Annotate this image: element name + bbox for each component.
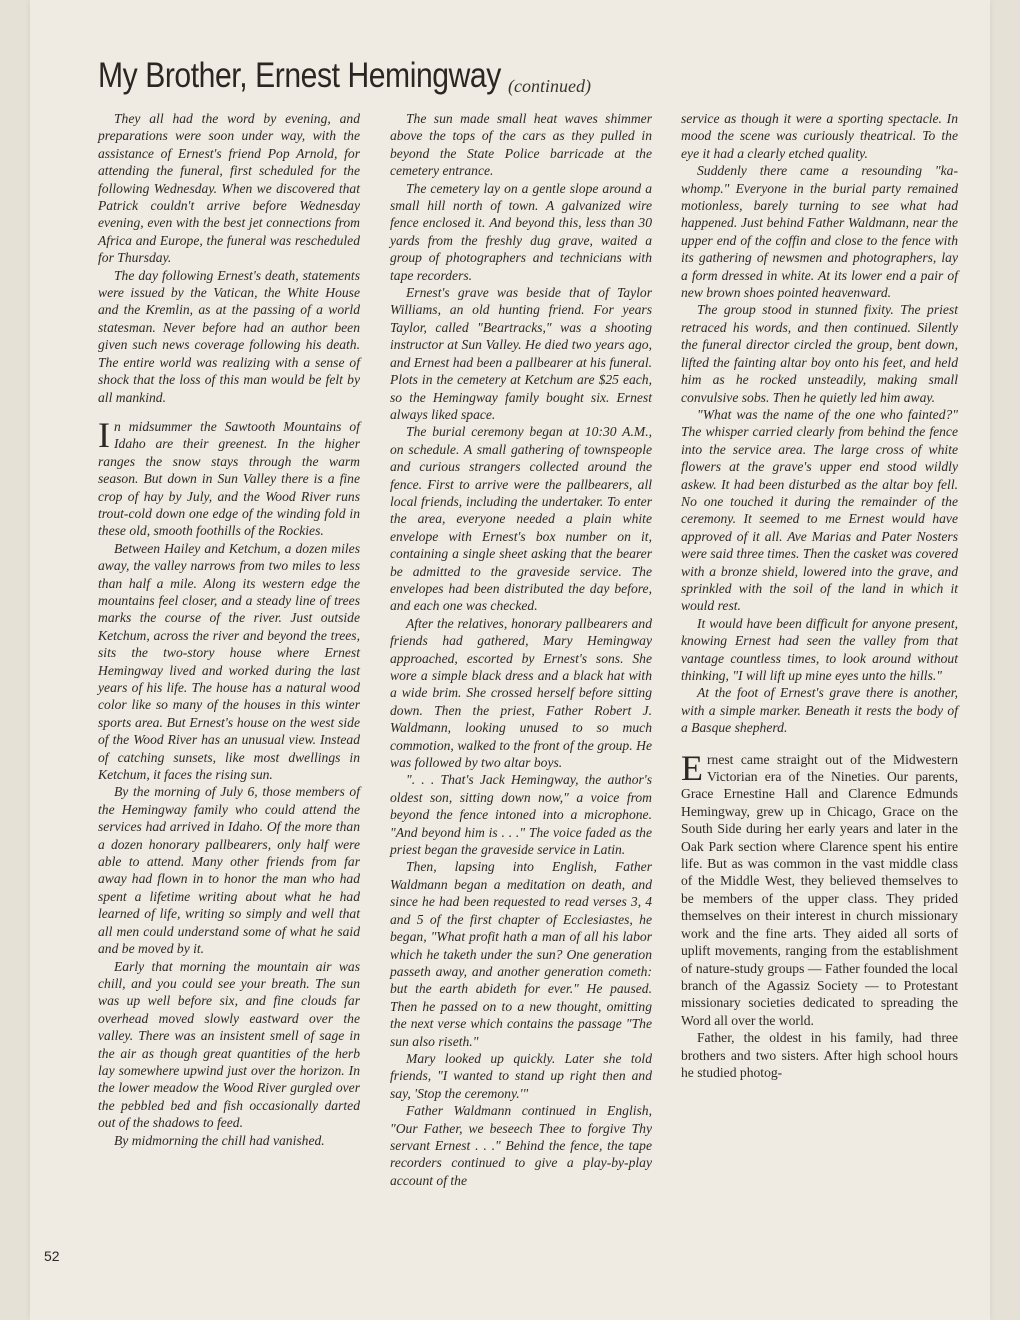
article-title: My Brother, Ernest Hemingway (98, 56, 501, 95)
paragraph: Father, the oldest in his family, had three brothers and two sisters. After high school hours he studied photog- (681, 1030, 958, 1080)
paragraph: By midmorning the chill had vanished. (114, 1132, 325, 1148)
article-header (98, 56, 958, 96)
paragraph: They all had the word by evening, and preparations were soon under way, with the assistance of Ernest's friend Pop Arnold, for attending the funeral, first scheduled for the following Wednesday. When we discovered that Patrick couldn't arrive before Wednesday evening, even with the best jet connections from Africa and Europe, the funeral was rescheduled for Thursday. (98, 111, 360, 266)
paragraph: service as though it were a sporting spectacle. In mood the scene was curiously theatrical. To the eye it had a clearly etched quality. (681, 111, 958, 161)
paragraph-text: n midsummer the Sawtooth Mountains of Idaho are their greenest. In the higher ranges the snow stays through the warm season. But down in Sun Valley there is a fine crop of hay by July, and the Wood River runs trout-cold down one edge of the winding fold in these old, smooth foothills of the Rockies. (98, 418, 360, 539)
paragraph: Early that morning the mountain air was chill, and you could see your breath. The sun was up well before six, and fine clouds far overhead moved slowly eastward over the valley. There was an insistent smell of sage in the air as though great quantities of the herb lay somewhere upwind just over the horizon. In the lower meadow the Wood River gurgled over the pebbled bed and fish occasionally darted out of the shadows to feed. (98, 958, 360, 1131)
italic-section (681, 110, 958, 737)
paragraph: The cemetery lay on a gentle slope around a small hill north of town. A galvanized wire fence enclosed it. And beyond this, less than 30 yards from the freshly dug grave, waited a group of photographers and technicians with tape recorders. (390, 180, 652, 283)
drop-cap: E (681, 747, 703, 788)
paragraph: ". . . That's Jack Hemingway, the author's oldest son, sitting down now," a voice from beyond the fence intoned into a microphone. "And beyond him is . . ." The voice faded as the priest began the graveside service in Latin. (390, 772, 652, 858)
paragraph: Father Waldmann continued in English, "Our Father, we beseech Thee to forgive Thy servant Ernest . . ." Behind the fence, the tape recorders continued to give a play-by-play account of the (390, 1103, 652, 1188)
paragraph: Then, lapsing into English, Father Waldmann began a meditation on death, and since he had been requested to read verses 3, 4 and 5 of the first chapter of Ecclesiastes, he began, "What profit hath a man of all his labor which he taketh under the sun? One generation passeth away, and another generation cometh: but the earth abideth for ever." He paused. Then he passed on to a new thought, omitting the next verse which contains the passage "The sun also riseth." (390, 859, 652, 1049)
paragraph: The sun made small heat waves shimmer above the tops of the cars as they pulled in beyond the State Police barricade at the cemetery entrance. (390, 111, 652, 179)
paragraph: After the relatives, honorary pallbearers and friends had gathered, Mary Hemingway approached, escorted by Ernest's sons. She wore a simple black dress and a black hat with a wide brim. She crossed herself before sitting down. Then the priest, Father Robert J. Waldmann, looking unused to so much commotion, walked to the front of the group. He was followed by two altar boys. (390, 615, 652, 771)
text-column-1 (98, 110, 360, 1149)
page-number: 52 (44, 1248, 60, 1264)
paragraph: Suddenly there came a resounding "ka-whomp." Everyone in the burial party remained motionless, barely turning to see what had happened. Just behind Father Waldmann, near the upper end of the coffin and close to the fence with its gathering of newsmen and photographers, lay a form dressed in white. At its lower end a pair of new brown shoes pointed heavenward. (681, 163, 958, 301)
roman-section (681, 747, 958, 1082)
paragraph: Ernest's grave was beside that of Taylor Williams, an old hunting friend. For years Taylor, called "Beartracks," was a shooting instructor at Sun Valley. He died two years ago, and Ernest had been a pallbearer at his funeral. Plots in the cemetery at Ketchum are $25 each, so the Hemingway family bought six. Ernest always liked space. (390, 285, 652, 422)
section-opening-paragraph (681, 747, 958, 1030)
text-column-3 (681, 110, 958, 1081)
paragraph-text: rnest came straight out of the Midwestern Victorian era of the Nineties. Our parents, Grace Ernestine Hall and Clarence Edmunds Hemingway, grew up in Chicago, Grace on the South Side during her early years and later in the Oak Park section where Clarence spent his entire life. But as was common in the vast middle class of the Middle West, they believed themselves to be members of the upper class. They prided themselves on their interest in church missionary work and the fine arts. They aided all sorts of uplift movements, ranging from the establishment of nature-study groups — Father founded the local branch of the Agassiz Society — to Protestant missionary societies dedicated to spreading the Word all over the world. (681, 751, 958, 1028)
paragraph: Between Hailey and Ketchum, a dozen miles away, the valley narrows from two miles to less than half a mile. Along its western edge the mountains feel closer, and a steady line of trees marks the course of the river. Just outside Ketchum, across the river and beyond the trees, sits the two-story house where Ernest Hemingway lived and worked during the last years of his life. The house has a natural wood color like so many of the houses in this winter sports area. But Ernest's house on the west side of the Wood River has an unusual view. Instead of catching sunsets, like most dwellings in Ketchum, it faces the rising sun. (98, 540, 360, 783)
paragraph: "What was the name of the one who fainted?" The whisper carried clearly from behind the fence into the service area. The large cross of white flowers at the grave's upper end stood wildly askew. It had been disturbed as the altar boy fell. No one touched it during the remainder of the ceremony. It seemed to me Ernest would have approved of it all. Ave Marias and Pater Nosters were said three times. Then the casket was covered with a bronze shield, lowered into the grave, and sprinkled with the soil of the land in which it would rest. (681, 406, 958, 614)
continued-label: (continued) (508, 76, 591, 96)
section-opening-paragraph (98, 414, 360, 540)
drop-cap: I (98, 414, 110, 455)
paragraph: It would have been difficult for anyone present, knowing Ernest had seen the valley from that vantage countless times, to look around without thinking, "I will lift up mine eyes unto the hills." (681, 615, 958, 683)
paragraph: At the foot of Ernest's grave there is another, with a simple marker. Beneath it rests the body of a Basque shepherd. (681, 685, 958, 736)
paragraph: Mary looked up quickly. Later she told friends, "I wanted to stand up right then and say, 'Stop the ceremony.'" (390, 1050, 652, 1101)
paragraph: The group stood in stunned fixity. The priest retraced his words, and then continued. Silently the funeral director circled the group, bent down, lifted the fainting altar boy onto his feet, and held him as he rocked unsteadily, making small convulsive sobs. Then he quietly led him away. (681, 302, 958, 405)
text-column-2 (390, 110, 652, 1189)
paragraph: By the morning of July 6, those members of the Hemingway family who could attend the services had arrived in Idaho. Of the more than a dozen honorary pallbearers, only half were able to attend. Many other friends from far away had flown in to honor the man who had spent a lifetime writing about what he had learned of life, writing so simply and well that all men could understand some of what he said and be moved by it. (98, 784, 360, 957)
paragraph: The burial ceremony began at 10:30 A.M., on schedule. A small gathering of townspeople and curious strangers collected around the fence. First to arrive were the pallbearers, all local friends, including the undertaker. To enter the area, everyone needed a plain white envelope with Ernest's box number on it, containing a single sheet asking that the bearer be admitted to the graveside service. The envelopes had been distributed the day before, and each one was checked. (390, 424, 652, 614)
paragraph: The day following Ernest's death, statements were issued by the Vatican, the White House and the Kremlin, as at the passing of a world statesman. Never before had an author been given such news coverage following his death. The entire world was realizing with a sense of shock that the loss of this man would be felt by all mankind. (98, 267, 360, 405)
